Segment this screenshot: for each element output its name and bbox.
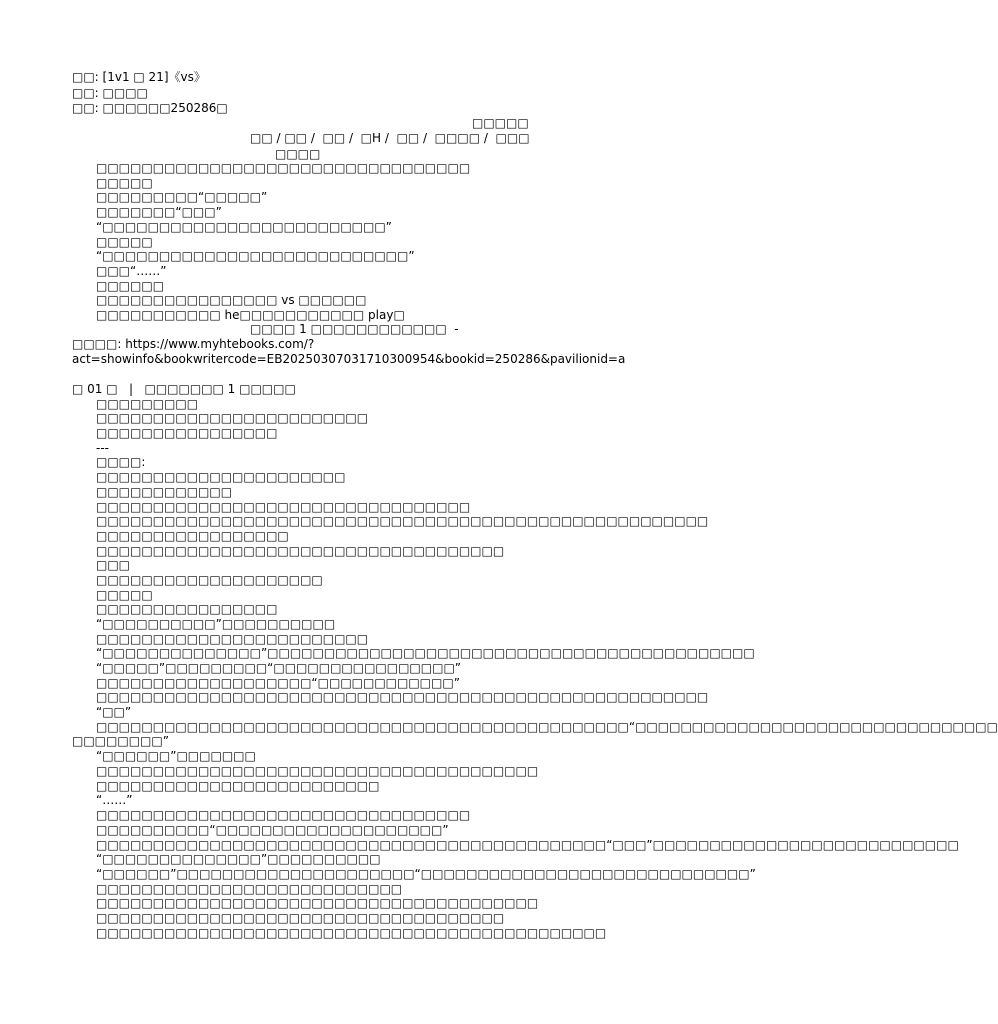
chapter-line: □□□□□□□□□□□□□□□□□□□□ [96, 573, 323, 587]
intro-line: □□□□□ [96, 235, 153, 249]
intro-line: □□□□□□□□□“□□□□□” [96, 190, 268, 204]
intro-line: □□□□□□□□□□□ he□□□□□□□□□□□ play□ [96, 308, 405, 322]
chapter-line: □□□□□□□□□□□□□□□□□□□□□□□□□□□□□□□□□□□□ [96, 544, 505, 558]
chapter-line: □□□□□□□□□□□□□□□□□□□□□□□□□□□ [96, 882, 403, 896]
chapter-line: □□□□□□□□□□□□□□□□ [96, 602, 278, 616]
chapter-line: □□□□□□□□□□□□□□□□□□□□□□□□□ [96, 779, 380, 793]
source-link-url[interactable]: act=showinfo&bookwritercode=EB20250307031710300954&bookid=250286&pavilionid=a [72, 352, 626, 366]
tags-label: □□□□□ [472, 116, 529, 130]
intro-line: □□□□□□□“□□□” [96, 205, 222, 219]
tags-suffix: □□□□ [275, 147, 321, 161]
chapter-line: □□□□□□□□□□□□□□□□□□□□□□□□□□□□□□□□□□□□□□□ [96, 896, 539, 910]
chapter-line: □□□□□□□□□□□□□□□□□□□□□□□□□□□□□□□□□□□□□□□□□□□□□ [96, 926, 607, 940]
chapter-line: “□□□□□□□□□□□□□□”□□□□□□□□□□□□□□□□□□□□□□□□□□□□□□□□□□□□□□□□□□□ [96, 646, 755, 660]
chapter-line: □□□□□□□□□□□□□□□□□□□□□□□□□□□□□□□□□□□□ [96, 911, 505, 925]
chapter-line: “□□□□□□”□□□□□□□ [96, 749, 256, 763]
intro-line: “□□□□□□□□□□□□□□□□□□□□□□□□□□□” [96, 249, 415, 263]
chapter-line: “□□” [96, 705, 132, 719]
chapter-line: □□□□□□□□□□□□□□□□□ [96, 529, 289, 543]
chapter-line: □□□□□□□□□□□□□□□□□□□□□□□□□□□□□□□□□□□□□□□□□□□□□□□□□□□□□□ [96, 514, 709, 528]
chapter-line: □□□□□□□□□□□□□□□□□□□□□□□□□□□□□□□□□□□□□□□ [96, 764, 539, 778]
intro-line: “□□□□□□□□□□□□□□□□□□□□□□□□□” [96, 220, 392, 234]
book-title-line: □□: [1v1 □ 21]《vs》 [72, 70, 206, 84]
chapter-line: “□□□□□□□□□□□□□□”□□□□□□□□□□ [96, 852, 381, 866]
chapter-line: □□□□: [96, 455, 146, 469]
chapter-line: “□□□□□□□□□□”□□□□□□□□□□ [96, 617, 336, 631]
chapter-line: □□□□□□□□□□□□□□□□ [96, 426, 278, 440]
chapter-line: □□□□□□□□□□□□ [96, 485, 233, 499]
chapter-line: □□□□□□□□□□□□□□□□□□□□□□□□□□□□□□□□□ [96, 808, 471, 822]
chapter-line: □□□□□□□□□□□□□□□□□□□□□□□□□□□□□□□□□□□□□□□□□□□□□“□□□”□□□□□□□□□□□□□□□□□□□□□□□□□□□ [96, 838, 959, 852]
chapter-line: □□□□□□□□□□“□□□□□□□□□□□□□□□□□□□□” [96, 823, 449, 837]
chapter-line: □□□□□□□□□□□□□□□□□□□□□□□□ [96, 411, 369, 425]
intro-line: □□□□□ [96, 176, 153, 190]
intro-line: □□□□□□ [96, 279, 165, 293]
chapter-line: --- [96, 441, 109, 455]
intro-line: □□□□□□□□□□□□□□□□□□□□□□□□□□□□□□□□□ [96, 161, 471, 175]
intro-line: □□□□□□□□□□□□□□□□ vs □□□□□□ [96, 293, 367, 307]
chapter-line: □□□□□□□□□□□□□□□□□□□“□□□□□□□□□□□□” [96, 676, 460, 690]
chapter-line: □□□□□ [96, 588, 153, 602]
author-line: □□: □□□□ [72, 86, 148, 100]
tags-list: □□ / □□ / □□ / □H / □□ / □□□□ / □□□ [250, 131, 530, 145]
updated-line: □□□□ 1 □□□□□□□□□□□□ - [250, 322, 459, 336]
chapter-line: □□□□□□□□□ [96, 397, 199, 411]
chapter-line: □□□□□□□□□□□□□□□□□□□□□□□□□□□□□□□□□ [96, 500, 471, 514]
chapter-line: □□□□□□□□” [72, 734, 169, 748]
chapter-line: □□□ [96, 558, 131, 572]
chapter-line: □□□□□□□□□□□□□□□□□□□□□□ [96, 470, 346, 484]
source-link-label: □□□□: https://www.myhtebooks.com/? [72, 337, 315, 351]
chapter-line: □□□□□□□□□□□□□□□□□□□□□□□□ [96, 632, 369, 646]
intro-line: □□□“……” [96, 264, 167, 278]
chapter-line: “□□□□□”□□□□□□□□□“□□□□□□□□□□□□□□□□” [96, 661, 462, 675]
chapter-heading: □ 01 □ | □□□□□□□ 1 □□□□□ [72, 382, 296, 396]
chapter-line: “□□□□□□”□□□□□□□□□□□□□□□□□□□□□“□□□□□□□□□□□□□□□□□□□□□□□□□□□□□” [96, 867, 756, 881]
book-id-line: □□: □□□□□□250286□ [72, 101, 228, 115]
chapter-line: □□□□□□□□□□□□□□□□□□□□□□□□□□□□□□□□□□□□□□□□□□□□□□□“□□□□□□□□□□□□□□□□□□□□□□□□□□□□□□□□ [96, 720, 998, 734]
chapter-line: “……” [96, 793, 133, 807]
chapter-line: □□□□□□□□□□□□□□□□□□□□□□□□□□□□□□□□□□□□□□□□□□□□□□□□□□□□□□ [96, 690, 709, 704]
